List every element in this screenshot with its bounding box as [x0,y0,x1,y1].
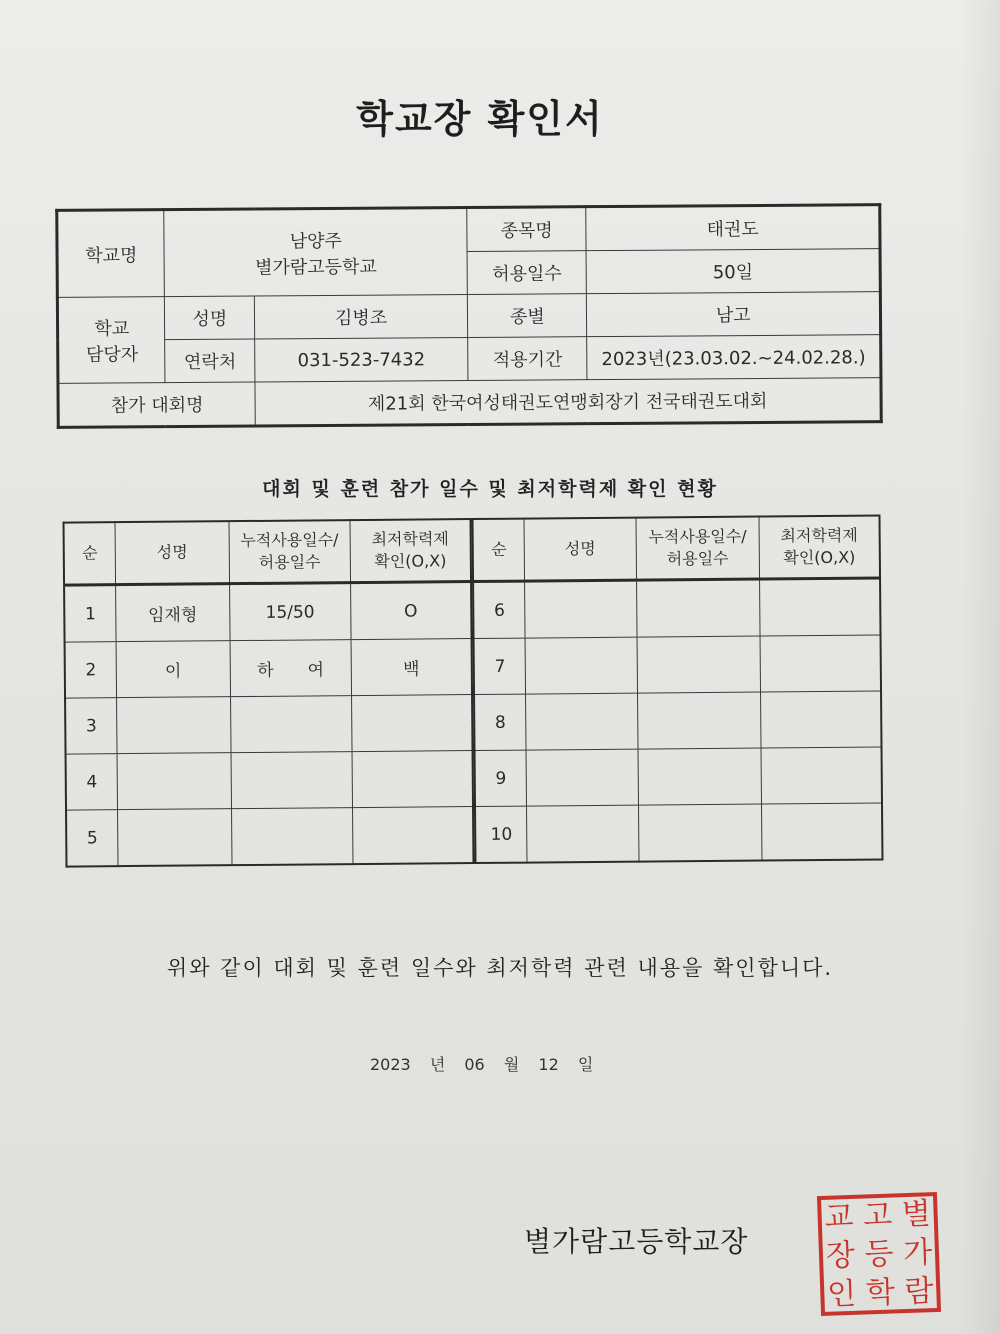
table-row [64,582,471,643]
event-value: 태권도 [586,205,880,251]
row-name [527,805,639,862]
row-days: 하 여 [230,640,352,697]
row-days [231,752,353,809]
row-name [117,697,231,754]
row-no: 6 [473,581,525,638]
issue-date [370,1052,603,1075]
date-day: 12 [538,1055,559,1074]
seal-glyph: 가 [902,1235,933,1272]
row-check [352,751,473,808]
period-value: 2023년(23.03.02.~24.02.28.) [587,335,881,380]
row-no: 3 [65,698,117,754]
row-name: 임재형 [116,584,230,642]
name-label: 성명 [165,296,255,340]
event-label: 종목명 [467,207,587,252]
header-min-line2: 확인(O,X) [374,551,447,571]
row-check [761,691,882,748]
status-grid [63,514,892,867]
row-name [526,693,638,750]
header-days-line2: 허용일수 [258,552,321,572]
date-day-unit: 일 [577,1055,594,1074]
table-row [65,639,472,699]
table-row [475,747,882,807]
contact-label: 연락처 [165,339,255,383]
header-days [636,517,760,581]
table-row [474,691,881,751]
confirm-statement: 위와 같이 대회 및 훈련 일수와 최저학력 관련 내용을 확인합니다. [166,956,834,980]
row-days [230,696,352,753]
row-check: 백 [351,639,472,696]
header-min-line2: 확인(O,X) [783,547,856,568]
seal-glyph: 인 [826,1276,857,1313]
seal-glyph: 교 [823,1199,855,1236]
seal-glyph: 등 [863,1236,895,1273]
date-year-unit: 년 [429,1055,446,1074]
school-name [164,208,467,297]
table-row [473,578,880,639]
header-days [229,520,351,584]
row-name [525,580,637,638]
header-days-line2: 허용일수 [666,548,729,569]
seal-glyph: 별 [901,1196,932,1233]
status-table-right [471,514,883,864]
principal-name: 별가람고등학교장 [524,1225,749,1258]
table-row [65,695,472,755]
row-no: 7 [474,638,526,694]
school-name-line1: 남양주 [289,230,342,252]
competition-label: 참가 대회명 [58,382,255,427]
row-days: 15/50 [229,583,351,641]
info-table [55,203,883,429]
seal-glyph: 고 [862,1197,893,1234]
row-days [638,804,762,862]
header-days-line1: 누적사용일수/ [648,526,747,547]
row-days [636,579,760,637]
row-check [761,747,882,804]
header-days-line1: 누적사용일수/ [240,530,339,551]
row-no: 4 [66,754,118,810]
contact-value: 031-523-7432 [255,338,468,382]
row-check [760,635,881,692]
row-check [761,803,882,861]
row-check [352,695,473,752]
date-month: 06 [464,1055,485,1074]
header-min-line1: 최저학력제 [371,529,449,549]
header-name: 성명 [115,521,229,584]
document-title: 학교장 확인서 [356,97,604,141]
row-name: 이 [116,641,230,698]
header-no: 순 [64,522,116,585]
row-name [118,809,232,866]
status-title: 대회 및 훈련 참가 일수 및 최저학력제 확인 현황 [262,478,718,500]
manager-label [57,297,165,384]
page-shadow [960,0,1000,1334]
table-row [474,635,881,695]
row-check [760,578,881,636]
row-no: 10 [475,806,527,863]
row-no: 1 [64,585,116,642]
seal-glyph: 학 [865,1275,896,1312]
competition-value: 제21회 한국여성태권도연맹회장기 전국태권도대회 [255,378,881,426]
header-no: 순 [472,519,524,582]
allowed-days-value: 50일 [587,249,881,294]
category-value: 남고 [587,292,881,337]
row-days [638,748,762,805]
table-row [66,751,473,811]
row-no: 8 [474,694,526,750]
header-name: 성명 [524,518,636,581]
row-days [637,636,761,693]
row-name [525,637,637,694]
row-check [353,807,474,865]
table-row [66,807,473,867]
school-label: 학교명 [57,210,165,298]
allowed-days-label: 허용일수 [467,251,587,295]
row-name [117,753,231,810]
row-check: O [351,582,472,640]
status-table-left [63,518,475,868]
row-no: 9 [475,750,527,806]
row-days [231,808,353,866]
manager-label-line1: 학교 [94,317,130,340]
official-seal [815,1190,943,1318]
seal-glyph: 장 [825,1237,856,1274]
row-days [637,692,761,749]
date-month-unit: 월 [503,1055,520,1074]
header-min-line1: 최저학력제 [780,525,858,546]
header-min [759,515,880,579]
name-value: 김병조 [254,295,467,339]
period-label: 적용기간 [468,337,588,381]
header-min [350,519,471,583]
manager-label-line2: 담당자 [85,343,139,366]
school-name-line2: 별가람고등학교 [255,256,377,278]
row-no: 2 [65,642,117,698]
seal-glyph: 람 [903,1273,935,1310]
row-name [526,749,638,806]
row-no: 5 [66,810,118,867]
date-year: 2023 [370,1055,411,1074]
table-row [475,803,882,863]
category-label: 종별 [467,294,587,338]
